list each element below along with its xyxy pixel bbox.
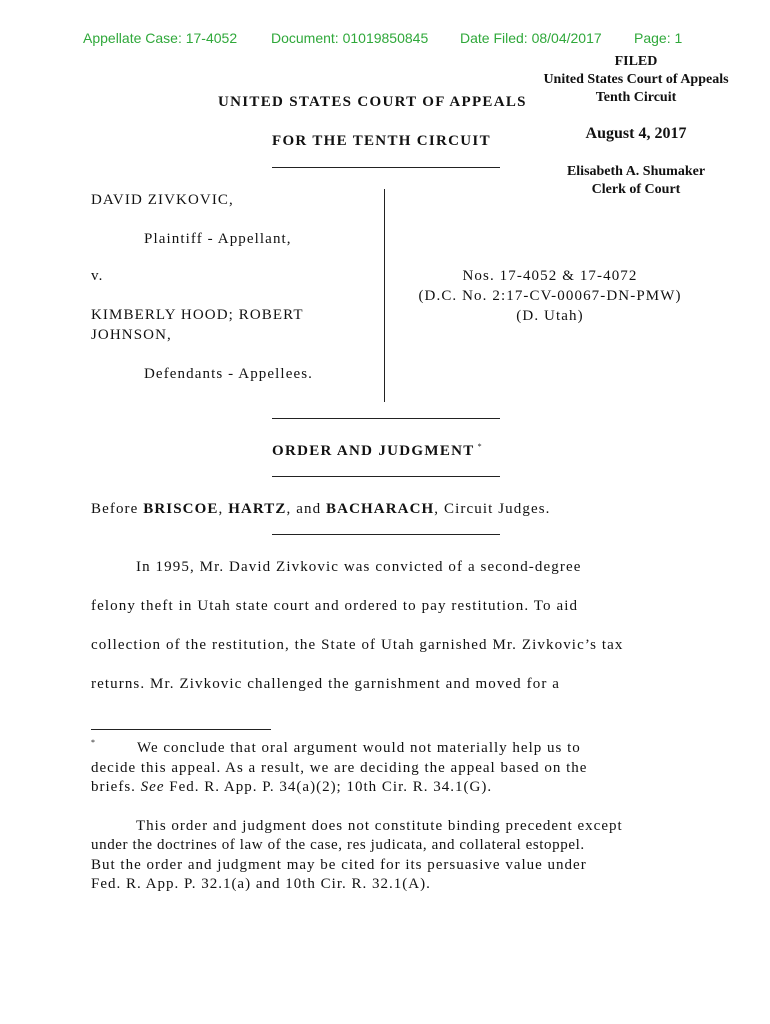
header-case-number: Appellate Case: 17-4052 bbox=[83, 30, 238, 46]
judge-briscoe: BRISCOE bbox=[143, 501, 219, 517]
order-title-text: ORDER AND JUDGMENT bbox=[272, 443, 475, 459]
filed-label: FILED bbox=[614, 54, 658, 69]
defendants-role: Defendants - Appellees. bbox=[144, 366, 314, 382]
divider bbox=[272, 418, 500, 419]
footnote-line: But the order and judgment may be cited for its persuasive value under bbox=[91, 857, 587, 873]
panel-separator: , bbox=[218, 501, 229, 517]
court-title-line2: FOR THE TENTH CIRCUIT bbox=[272, 133, 491, 149]
defendants-line2: JOHNSON, bbox=[91, 327, 172, 343]
body-line: collection of the restitution, the State of Utah garnished Mr. Zivkovic’s tax bbox=[91, 637, 624, 653]
divider bbox=[272, 534, 500, 535]
plaintiff-role: Plaintiff - Appellant, bbox=[144, 231, 292, 247]
court-title-line1: UNITED STATES COURT OF APPEALS bbox=[218, 94, 527, 110]
footnote-line: We conclude that oral argument would not materially help us to bbox=[137, 740, 581, 756]
judge-bacharach: BACHARACH bbox=[326, 501, 435, 517]
clerk-title: Clerk of Court bbox=[591, 182, 681, 197]
footnote-line: This order and judgment does not constitute binding precedent except bbox=[136, 818, 623, 834]
divider bbox=[272, 476, 500, 477]
panel-suffix: , Circuit Judges. bbox=[434, 501, 551, 517]
panel-separator: , and bbox=[286, 501, 327, 517]
filed-stamp bbox=[530, 53, 742, 107]
footnote-line: under the doctrines of law of the case, res judicata, and collateral estoppel. bbox=[91, 837, 585, 853]
plaintiff-name: DAVID ZIVKOVIC, bbox=[91, 192, 234, 208]
body-line: In 1995, Mr. David Zivkovic was convicted of a second-degree bbox=[136, 559, 582, 575]
header-document-number: Document: 01019850845 bbox=[271, 30, 429, 46]
filed-court: United States Court of Appeals bbox=[543, 72, 729, 87]
body-line: felony theft in Utah state court and ordered to pay restitution. To aid bbox=[91, 598, 579, 614]
judge-hartz: HARTZ bbox=[228, 501, 287, 517]
footnote-line: Fed. R. App. P. 32.1(a) and 10th Cir. R. 32.1(A). bbox=[91, 876, 431, 892]
header-page-number: Page: 1 bbox=[634, 30, 683, 46]
defendants-line1: KIMBERLY HOOD; ROBERT bbox=[91, 307, 304, 323]
clerk-block bbox=[530, 163, 742, 199]
body-line: returns. Mr. Zivkovic challenged the garnishment and moved for a bbox=[91, 676, 561, 692]
footnote-text: briefs. bbox=[91, 779, 141, 795]
divider bbox=[272, 167, 500, 168]
footnote-line: decide this appeal. As a result, we are deciding the appeal based on the bbox=[91, 760, 588, 776]
footnote-line bbox=[91, 778, 691, 797]
district-court-number: (D.C. No. 2:17-CV-00067-DN-PMW) bbox=[418, 288, 682, 304]
footnote-separator bbox=[91, 729, 271, 730]
clerk-name: Elisabeth A. Shumaker bbox=[566, 164, 706, 179]
filed-date: August 4, 2017 bbox=[585, 125, 687, 142]
versus: v. bbox=[91, 268, 104, 284]
footnote-text: Fed. R. App. P. 34(a)(2); 10th Cir. R. 34.1(G). bbox=[164, 779, 493, 795]
panel-judges bbox=[91, 501, 551, 518]
order-title bbox=[272, 442, 483, 460]
filed-circuit: Tenth Circuit bbox=[595, 90, 677, 105]
case-numbers: Nos. 17-4052 & 17-4072 bbox=[462, 268, 638, 284]
order-footnote-mark: * bbox=[477, 442, 483, 451]
panel-prefix: Before bbox=[91, 501, 144, 517]
header-date-filed: Date Filed: 08/04/2017 bbox=[460, 30, 602, 46]
footnote-mark: * bbox=[91, 738, 95, 747]
caption-divider bbox=[384, 189, 385, 402]
footnote-see: See bbox=[140, 779, 165, 795]
district: (D. Utah) bbox=[516, 308, 584, 324]
